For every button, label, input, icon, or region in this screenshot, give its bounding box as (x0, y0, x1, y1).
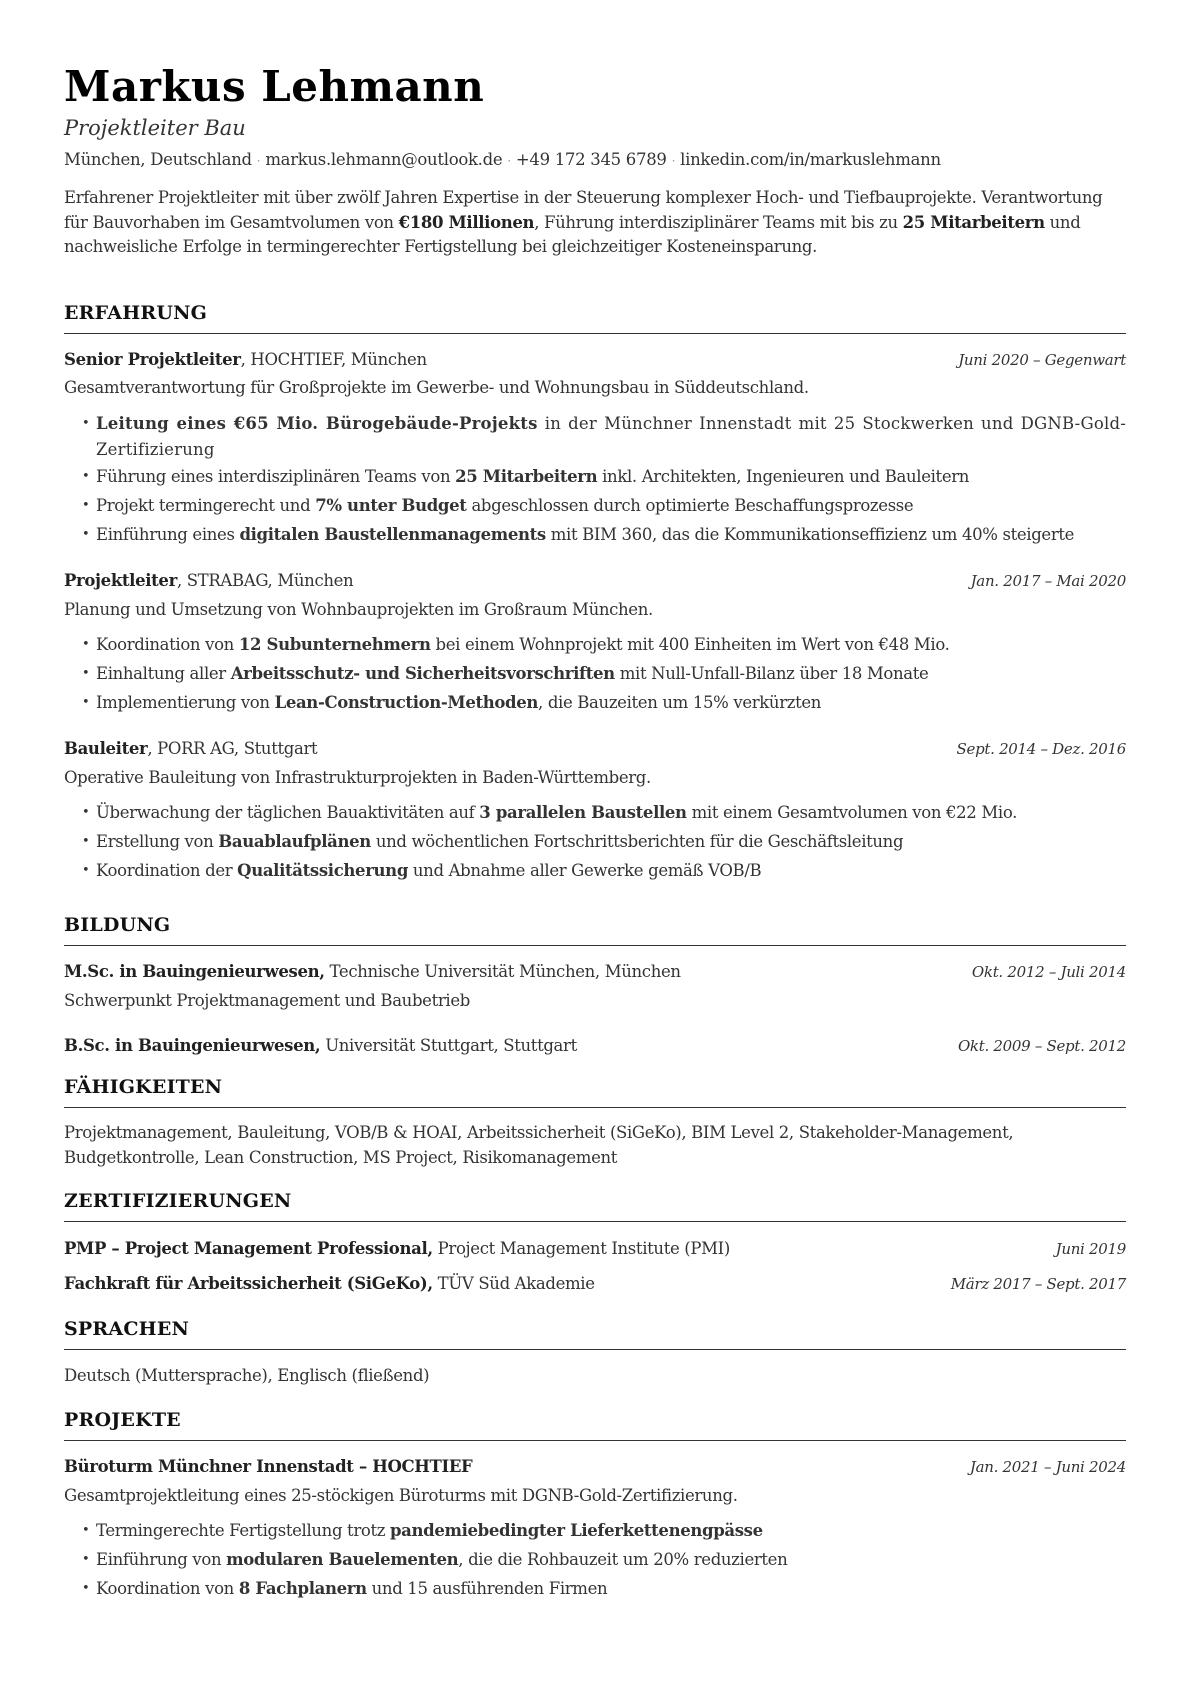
section-divider (64, 1221, 1126, 1222)
job-role: Senior Projektleiter (64, 350, 241, 369)
job-bullet (82, 464, 1126, 490)
summary-highlight: €180 Millionen (398, 212, 535, 232)
education-dates: Okt. 2009 – Sept. 2012 (957, 1037, 1126, 1055)
job-description: Operative Bauleitung von Infrastrukturprojekten in Baden-Württemberg. (64, 768, 651, 787)
job-header (64, 737, 1126, 761)
summary-text: Erfahrener Projektleiter mit über zwölf Jahren Expertise in der Steuerung komplexer Hoch- und Tiefbauprojekte. Verantwortung für Bauvorhaben im Gesamtvolumen von (64, 188, 1103, 232)
bullet-text: Koordination von (96, 635, 239, 654)
section-divider (64, 1349, 1126, 1350)
summary-highlight: 25 Mitarbeitern (902, 212, 1045, 232)
bullet-icon: • (82, 1523, 90, 1538)
bullet-text: , die Bauzeiten um 15% verkürzten (538, 693, 822, 712)
section-languages (64, 1317, 1126, 1350)
email-link[interactable]: markus.lehmann@outlook.de (265, 150, 503, 169)
section-divider (64, 1107, 1126, 1108)
separator-dot: · (671, 153, 676, 168)
project-bullet (82, 1576, 1126, 1602)
education-entry (64, 1034, 1126, 1058)
bullet-highlight: 3 parallelen Baustellen (479, 803, 687, 822)
bullet-text: Implementierung von (96, 693, 275, 712)
project-bullet (82, 1518, 1126, 1544)
separator-dot: · (256, 153, 261, 168)
summary-text: , Führung interdisziplinärer Teams mit bis zu (534, 212, 903, 232)
bullet-text: mit einem Gesamtvolumen von €22 Mio. (686, 803, 1018, 822)
job-role: Projektleiter (64, 571, 177, 590)
bullet-icon: • (82, 834, 90, 849)
bullet-text: Koordination der (96, 861, 238, 880)
job-bullet (82, 829, 1126, 855)
bullet-icon: • (82, 1552, 90, 1567)
bullet-icon: • (82, 469, 90, 484)
section-projects (64, 1408, 1126, 1441)
job-bullet (82, 493, 1126, 519)
section-experience (64, 301, 1126, 334)
bullet-text: Erstellung von (96, 832, 219, 851)
bullet-highlight: Leitung eines €65 Mio. Bürogebäude-Projekts (96, 414, 538, 433)
project-description: Gesamtprojektleitung eines 25-stöckigen Büroturms mit DGNB-Gold-Zertifizierung. (64, 1486, 738, 1505)
bullet-text: und wöchentlichen Fortschrittsberichten für die Geschäftsleitung (370, 832, 904, 851)
certification-name: Fachkraft für Arbeitssicherheit (SiGeKo), (64, 1274, 433, 1293)
section-divider (64, 945, 1126, 946)
job-bullet (82, 411, 1126, 463)
project-name: Büroturm Münchner Innenstadt – HOCHTIEF (64, 1457, 473, 1476)
certification-dates: Juni 2019 (1055, 1240, 1126, 1258)
job-dates: Jan. 2017 – Mai 2020 (970, 572, 1126, 590)
school: Universität Stuttgart, Stuttgart (320, 1036, 577, 1055)
section-divider (64, 1440, 1126, 1441)
bullet-icon: • (82, 498, 90, 513)
bullet-text: in der Münchner Innenstadt mit 25 Stockwerken und DGNB-Gold-Zertifizierung (96, 414, 1126, 459)
bullet-icon: • (82, 637, 90, 652)
section-education (64, 913, 1126, 946)
bullet-text: inkl. Architekten, Ingenieuren und Bauleitern (597, 467, 970, 486)
section-skills (64, 1075, 1126, 1108)
project-header (64, 1455, 1126, 1479)
bullet-text: abgeschlossen durch optimierte Beschaffungsprozesse (466, 496, 914, 515)
job-role: Bauleiter (64, 739, 148, 758)
certification-name: PMP – Project Management Professional, (64, 1239, 433, 1258)
certification-dates: März 2017 – Sept. 2017 (950, 1275, 1126, 1293)
bullet-text: Einhaltung aller (96, 664, 231, 683)
bullet-text: mit Null-Unfall-Bilanz über 18 Monate (614, 664, 929, 683)
job-title: Projektleiter Bau (64, 116, 246, 140)
bullet-text: Termingerechte Fertigstellung trotz (96, 1521, 390, 1540)
bullet-highlight: 12 Subunternehmern (238, 635, 431, 654)
section-heading: PROJEKTE (64, 1409, 181, 1431)
education-note: Schwerpunkt Projektmanagement und Baubetrieb (64, 991, 470, 1010)
degree: M.Sc. in Bauingenieurwesen, (64, 962, 325, 981)
job-bullet (82, 800, 1126, 826)
bullet-icon: • (82, 805, 90, 820)
bullet-text: und 15 ausführenden Firmen (366, 1579, 608, 1598)
location: München, Deutschland (64, 150, 252, 169)
bullet-text: Führung eines interdisziplinären Teams von (96, 467, 456, 486)
bullet-text: , die die Rohbauzeit um 20% reduzierten (458, 1550, 788, 1569)
education-entry (64, 960, 1126, 984)
section-heading: SPRACHEN (64, 1318, 190, 1340)
languages-list: Deutsch (Muttersprache), Englisch (fließend) (64, 1366, 430, 1385)
bullet-icon: • (82, 666, 90, 681)
job-company: , PORR AG, Stuttgart (147, 739, 318, 758)
section-divider (64, 333, 1126, 334)
bullet-text: Überwachung der täglichen Bauaktivitäten auf (96, 803, 480, 822)
bullet-highlight: digitalen Baustellenmanagements (239, 525, 546, 544)
section-certifications (64, 1189, 1126, 1222)
skills-list: Projektmanagement, Bauleitung, VOB/B & HOAI, Arbeitssicherheit (SiGeKo), BIM Level 2, Stakeholder-Management, Budgetkontrolle, Lean Construction, MS Project, Risikomanagement (64, 1123, 1014, 1167)
bullet-text: und Abnahme aller Gewerke gemäß VOB/B (408, 861, 762, 880)
certification-issuer: TÜV Süd Akademie (432, 1274, 595, 1293)
job-company: , STRABAG, München (176, 571, 354, 590)
job-bullet (82, 690, 1126, 716)
bullet-icon: • (82, 416, 90, 431)
bullet-icon: • (82, 1581, 90, 1596)
bullet-highlight: Arbeitsschutz- und Sicherheitsvorschriften (230, 664, 615, 683)
bullet-text: bei einem Wohnprojekt mit 400 Einheiten im Wert von €48 Mio. (430, 635, 950, 654)
bullet-text: Einführung von (96, 1550, 227, 1569)
job-dates: Sept. 2014 – Dez. 2016 (956, 740, 1126, 758)
job-header (64, 348, 1126, 372)
bullet-highlight: 7% unter Budget (315, 496, 467, 515)
job-company: , HOCHTIEF, München (240, 350, 427, 369)
separator-dot: · (507, 153, 511, 168)
job-bullet (82, 632, 1126, 658)
job-dates: Juni 2020 – Gegenwart (958, 351, 1126, 369)
project-dates: Jan. 2021 – Juni 2024 (969, 1458, 1126, 1476)
job-description: Planung und Umsetzung von Wohnbauprojekten im Großraum München. (64, 600, 653, 619)
bullet-highlight: modularen Bauelementen (226, 1550, 459, 1569)
bullet-icon: • (82, 695, 90, 710)
profile-summary (64, 186, 1126, 260)
certification-entry (64, 1272, 1126, 1296)
summary-text: und nachweisliche Erfolge in termingerechter Fertigstellung bei gleichzeitiger Kosteneinsparung. (64, 212, 1081, 256)
bullet-highlight: 8 Fachplanern (238, 1579, 367, 1598)
section-heading: BILDUNG (64, 914, 171, 936)
degree: B.Sc. in Bauingenieurwesen, (64, 1036, 321, 1055)
bullet-text: Projekt termingerecht und (96, 496, 316, 515)
education-dates: Okt. 2012 – Juli 2014 (971, 963, 1126, 981)
bullet-highlight: Bauablaufplänen (218, 832, 371, 851)
section-heading: FÄHIGKEITEN (64, 1076, 223, 1098)
job-bullet (82, 858, 1126, 884)
project-bullet (82, 1547, 1126, 1573)
contact-line (64, 150, 941, 169)
certification-issuer: Project Management Institute (PMI) (432, 1239, 730, 1258)
job-bullet (82, 661, 1126, 687)
job-description: Gesamtverantwortung für Großprojekte im Gewerbe- und Wohnungsbau in Süddeutschland. (64, 378, 809, 397)
bullet-highlight: pandemiebedingter Lieferkettenengpässe (389, 1521, 763, 1540)
bullet-highlight: Qualitätssicherung (237, 861, 409, 880)
school: Technische Universität München, München (324, 962, 681, 981)
bullet-text: Einführung eines (96, 525, 240, 544)
section-heading: ERFAHRUNG (64, 302, 208, 324)
bullet-text: Koordination von (96, 1579, 239, 1598)
bullet-icon: • (82, 527, 90, 542)
bullet-highlight: 25 Mitarbeitern (455, 467, 598, 486)
bullet-highlight: Lean-Construction-Methoden (274, 693, 539, 712)
bullet-icon: • (82, 863, 90, 878)
linkedin-link[interactable]: linkedin.com/in/markuslehmann (680, 150, 941, 169)
section-heading: ZERTIFIZIERUNGEN (64, 1190, 292, 1212)
phone-link[interactable]: +49 172 345 6789 (515, 150, 667, 169)
certification-entry (64, 1237, 1126, 1261)
bullet-text: mit BIM 360, das die Kommunikationseffizienz um 40% steigerte (545, 525, 1075, 544)
job-bullet (82, 522, 1126, 548)
candidate-name: Markus Lehmann (64, 62, 485, 111)
job-header (64, 569, 1126, 593)
